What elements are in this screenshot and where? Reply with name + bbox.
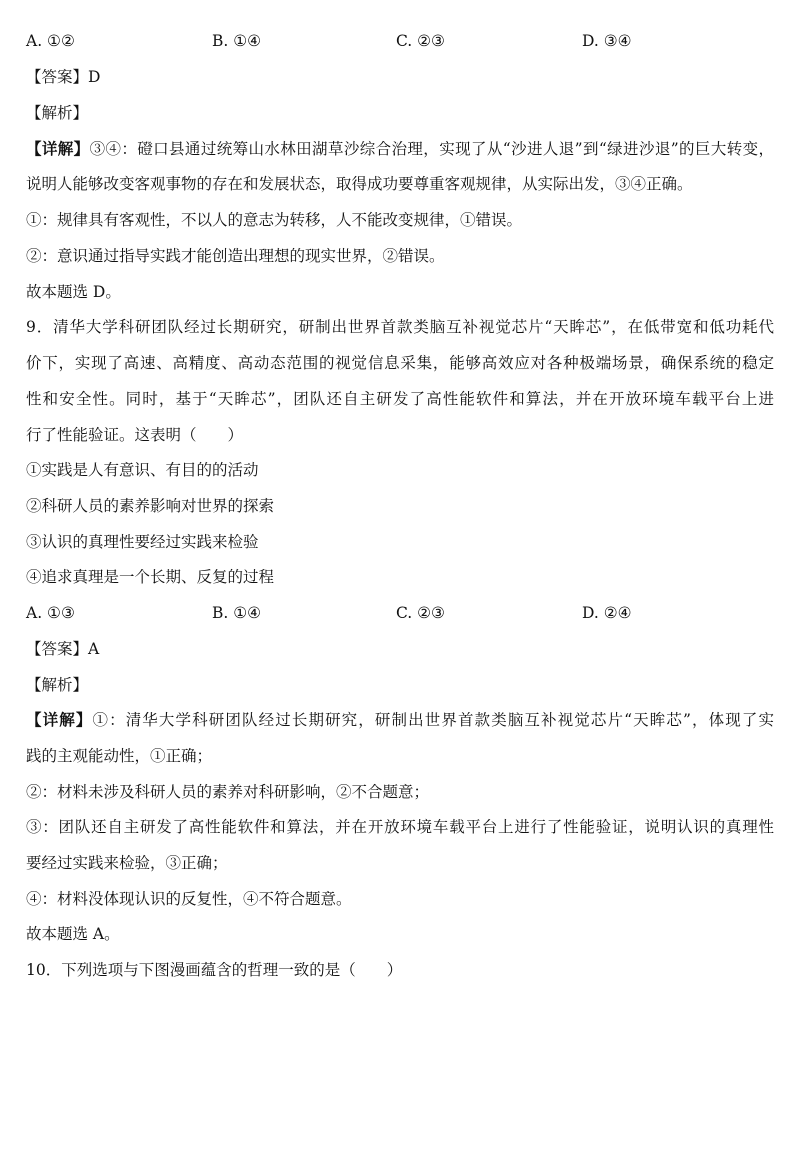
q8-detail-line-1 bbox=[26, 138, 774, 160]
q8-detail-tag: 【详解】 bbox=[26, 139, 90, 158]
q9-detail-line-1 bbox=[26, 709, 774, 731]
q8-options bbox=[26, 30, 774, 52]
q9-option-b: B. ①④ bbox=[212, 604, 262, 622]
q9-note-3-line-1: ③：团队还自主研发了高性能软件和算法，并在开放环境车载平台上进行了性能验证，说明认识的真理性 bbox=[26, 818, 774, 836]
q9-note-2: ②：材料未涉及科研人员的素养对科研影响，②不合题意； bbox=[26, 783, 430, 801]
q9-statement-4: ④追求真理是一个长期、反复的过程 bbox=[26, 568, 275, 586]
q9-statement-2: ②科研人员的素养影响对世界的探索 bbox=[26, 497, 275, 515]
q9-option-d: D. ②④ bbox=[582, 604, 632, 622]
q9-stem-line-1: 9．清华大学科研团队经过长期研究，研制出世界首款类脑互补视觉芯片“天眸芯”，在低带宽和低功耗代 bbox=[26, 318, 774, 336]
q9-stem-line-2: 价下，实现了高速、高精度、高动态范围的视觉信息采集，能够高效应对各种极端场景，确保系统的稳定 bbox=[26, 354, 774, 372]
q9-detail-line-2: 践的主观能动性，①正确； bbox=[26, 747, 213, 765]
q9-detail-tag: 【详解】 bbox=[26, 710, 93, 729]
q9-option-c: C. ②③ bbox=[396, 604, 445, 622]
q8-option-d: D. ③④ bbox=[582, 32, 632, 50]
q9-conclusion: 故本题选 A。 bbox=[26, 925, 120, 943]
q9-statement-1: ①实践是人有意识、有目的的活动 bbox=[26, 461, 259, 479]
q9-detail-text-1: ①：清华大学科研团队经过长期研究，研制出世界首款类脑互补视觉芯片“天眸芯”，体现了实 bbox=[92, 711, 774, 729]
q8-detail-text-1: ③④：磴口县通过统筹山水林田湖草沙综合治理，实现了从“沙进人退”到“绿进沙退”的巨大转变， bbox=[89, 140, 774, 158]
q9-analysis-label: 【解析】 bbox=[26, 676, 89, 694]
q8-option-b: B. ①④ bbox=[212, 32, 262, 50]
q8-option-a: A. ①② bbox=[26, 32, 75, 50]
q9-option-a: A. ①③ bbox=[26, 604, 75, 622]
q8-detail-line-2: 说明人能够改变客观事物的存在和发展状态，取得成功要尊重客观规律，从实际出发，③④正确。 bbox=[26, 175, 693, 193]
q9-note-3-line-2: 要经过实践来检验，③正确； bbox=[26, 854, 228, 872]
q9-note-4: ④：材料没体现认识的反复性，④不符合题意。 bbox=[26, 890, 352, 908]
q9-stem-line-3: 性和安全性。同时，基于“天眸芯”，团队还自主研发了高性能软件和算法，并在开放环境车载平台上进 bbox=[26, 390, 774, 408]
q8-analysis-label: 【解析】 bbox=[26, 104, 89, 122]
q8-note-2: ②：意识通过指导实践才能创造出理想的现实世界，②错误。 bbox=[26, 247, 445, 265]
q9-stem-line-4: 行了性能验证。这表明（ ） bbox=[26, 426, 244, 444]
q8-note-1: ①：规律具有客观性，不以人的意志为转移，人不能改变规律，①错误。 bbox=[26, 211, 523, 229]
q9-answer: 【答案】A bbox=[26, 640, 100, 658]
q9-options bbox=[26, 602, 774, 624]
q8-answer: 【答案】D bbox=[26, 68, 101, 86]
q8-option-c: C. ②③ bbox=[396, 32, 445, 50]
q8-conclusion: 故本题选 D。 bbox=[26, 283, 121, 301]
q9-statement-3: ③认识的真理性要经过实践来检验 bbox=[26, 533, 259, 551]
q10-stem: 10．下列选项与下图漫画蕴含的哲理一致的是（ ） bbox=[26, 961, 403, 979]
